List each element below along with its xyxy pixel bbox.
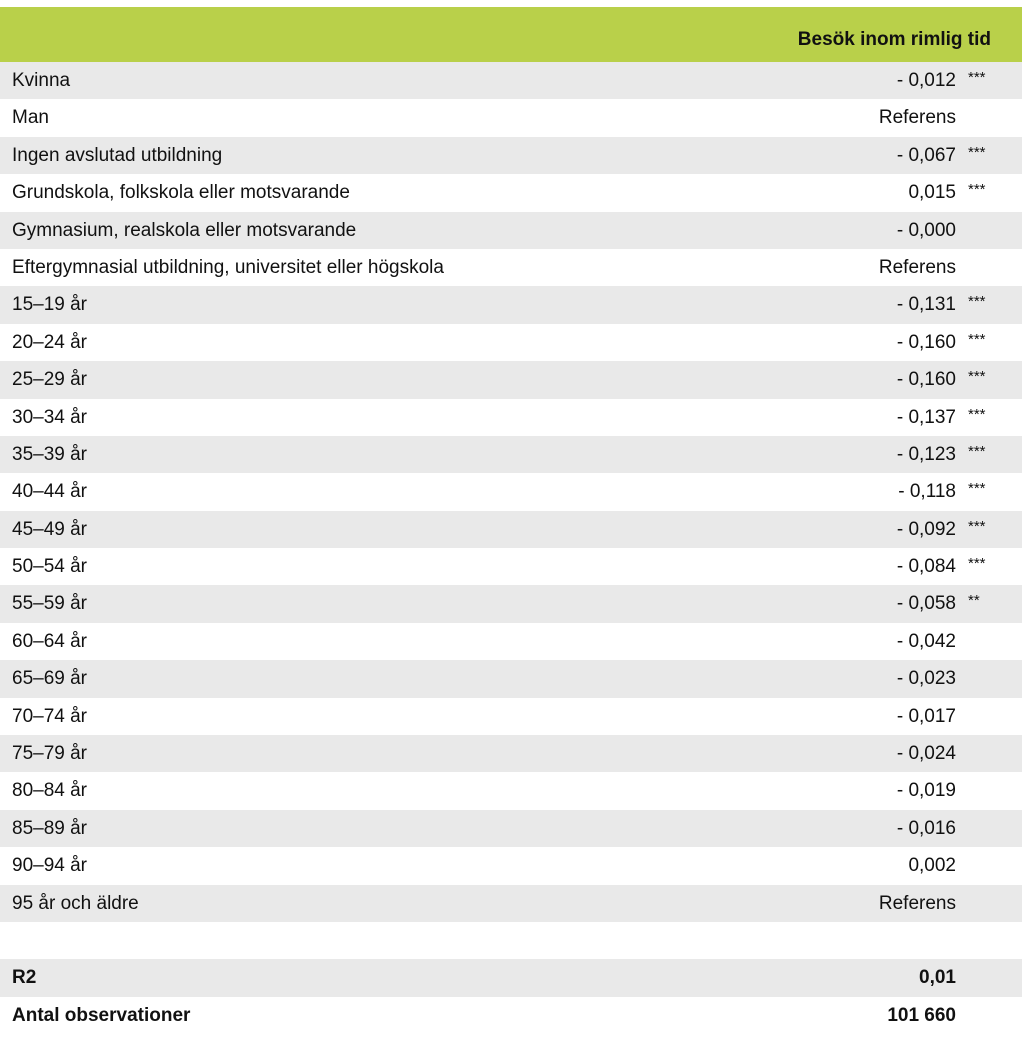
row-label: 30–34 år — [12, 406, 88, 428]
row-value: - 0,160 — [896, 331, 956, 353]
table-row — [0, 174, 1022, 211]
row-value: 0,002 — [908, 855, 956, 877]
table-row — [0, 810, 1022, 847]
row-label: 65–69 år — [12, 668, 88, 690]
row-label: 55–59 år — [12, 593, 88, 615]
row-value: - 0,012 — [896, 70, 956, 91]
row-value: - 0,042 — [896, 630, 956, 652]
row-label: 35–39 år — [12, 443, 88, 465]
significance-marker: *** — [968, 330, 986, 348]
table-row — [0, 735, 1022, 772]
column-title: Besök inom rimlig tid — [797, 29, 991, 50]
table-row — [0, 623, 1022, 660]
summary-label: Antal observationer — [12, 1004, 191, 1026]
row-value: 0,015 — [908, 182, 956, 204]
significance-marker: *** — [968, 442, 986, 460]
row-label: 25–29 år — [12, 369, 88, 391]
table-row — [0, 847, 1022, 884]
row-label: 60–64 år — [12, 630, 88, 652]
significance-marker: *** — [968, 293, 986, 311]
table-row — [0, 585, 1022, 622]
summary-value: 0,01 — [919, 967, 956, 989]
significance-marker: *** — [968, 555, 986, 573]
significance-marker: ** — [968, 592, 980, 610]
row-value: - 0,017 — [896, 705, 956, 727]
significance-marker: *** — [968, 143, 986, 161]
row-label: Eftergymnasial utbildning, universitet eller högskola — [12, 256, 444, 278]
table-row — [0, 324, 1022, 361]
table-row — [0, 137, 1022, 174]
table-row — [0, 212, 1022, 249]
summary-label: R2 — [12, 967, 37, 989]
row-label: 20–24 år — [12, 331, 88, 353]
table-row — [0, 772, 1022, 809]
row-label: 50–54 år — [12, 556, 88, 578]
row-label: 85–89 år — [12, 817, 88, 839]
row-value: - 0,131 — [896, 294, 956, 316]
row-value: - 0,118 — [898, 481, 956, 503]
row-value: - 0,092 — [896, 518, 956, 540]
row-label: 40–44 år — [12, 481, 88, 503]
regression-table — [0, 7, 1022, 1034]
row-label: 90–94 år — [12, 855, 88, 877]
row-value: - 0,067 — [896, 144, 956, 166]
row-value: - 0,016 — [896, 817, 956, 839]
row-value: Referens — [878, 892, 956, 914]
table-row — [0, 660, 1022, 697]
table-row — [0, 885, 1022, 922]
row-label: 45–49 år — [12, 518, 88, 540]
table-row — [0, 548, 1022, 585]
spacer-row — [0, 922, 1022, 959]
significance-marker: *** — [968, 405, 986, 423]
table-row — [0, 286, 1022, 323]
table-header — [0, 7, 1022, 62]
row-label: 75–79 år — [12, 743, 88, 765]
row-value: Referens — [878, 256, 956, 278]
row-value: - 0,058 — [896, 593, 956, 615]
significance-marker: *** — [968, 517, 986, 535]
table-row — [0, 511, 1022, 548]
significance-marker: *** — [968, 69, 986, 86]
row-label: Gymnasium, realskola eller motsvarande — [12, 219, 357, 241]
row-label: 70–74 år — [12, 705, 88, 727]
row-label: Man — [12, 107, 49, 129]
row-label: Ingen avslutad utbildning — [12, 144, 223, 166]
summary-row — [0, 997, 1022, 1034]
row-value: - 0,160 — [896, 369, 956, 391]
row-label: Grundskola, folkskola eller motsvarande — [12, 182, 350, 204]
row-value: - 0,084 — [896, 556, 956, 578]
row-label: 80–84 år — [12, 780, 88, 802]
row-value: Referens — [878, 107, 956, 129]
table-row — [0, 62, 1022, 99]
row-value: - 0,000 — [896, 219, 956, 241]
summary-value: 101 660 — [887, 1004, 956, 1026]
table-row — [0, 698, 1022, 735]
table-row — [0, 249, 1022, 286]
row-value: - 0,019 — [896, 780, 956, 802]
row-value: - 0,023 — [896, 668, 956, 690]
table-row — [0, 436, 1022, 473]
significance-marker: *** — [968, 480, 986, 498]
row-label: Kvinna — [12, 70, 71, 91]
significance-marker: *** — [968, 181, 986, 199]
row-value: - 0,024 — [896, 743, 956, 765]
table-row — [0, 399, 1022, 436]
table-row — [0, 473, 1022, 510]
row-label: 95 år och äldre — [12, 892, 139, 914]
table-row — [0, 361, 1022, 398]
summary-row — [0, 959, 1022, 996]
table-row — [0, 99, 1022, 136]
row-value: - 0,123 — [896, 443, 956, 465]
row-label: 15–19 år — [12, 294, 88, 316]
row-value: - 0,137 — [896, 406, 956, 428]
significance-marker: *** — [968, 368, 986, 386]
